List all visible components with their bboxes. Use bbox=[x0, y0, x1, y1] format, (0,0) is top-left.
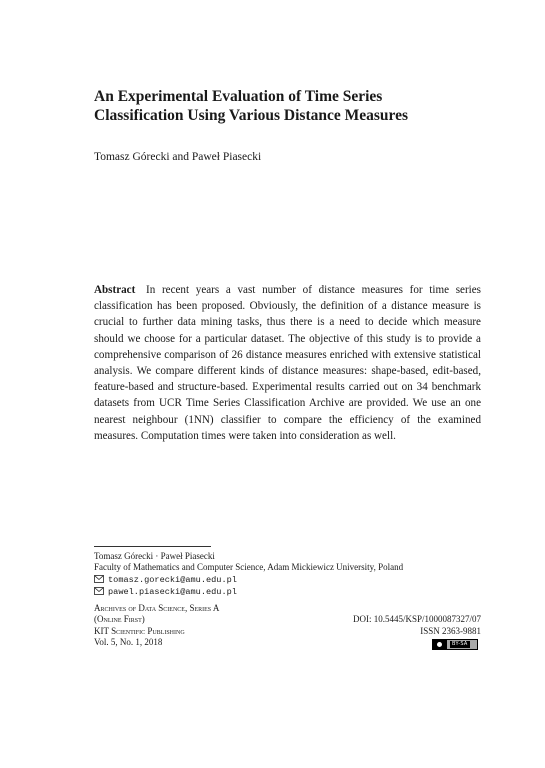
cc-logo-icon bbox=[436, 641, 443, 648]
publication-status: (Online First) bbox=[94, 614, 145, 625]
email-row-1 bbox=[94, 574, 481, 586]
abstract bbox=[94, 282, 481, 444]
author-footnote bbox=[94, 551, 481, 598]
email-link-2[interactable]: pawel.piasecki@amu.edu.pl bbox=[108, 586, 237, 597]
email-link-1[interactable]: tomasz.gorecki@amu.edu.pl bbox=[108, 574, 237, 585]
title-line-1: An Experimental Evaluation of Time Series bbox=[94, 88, 383, 105]
publication-row-3 bbox=[94, 626, 481, 637]
email-row-2 bbox=[94, 586, 481, 598]
publication-info bbox=[94, 603, 481, 648]
envelope-icon bbox=[94, 575, 104, 583]
footnote-affiliation: Faculty of Mathematics and Computer Science, Adam Mickiewicz University, Poland bbox=[94, 562, 404, 573]
cc-logo-block bbox=[433, 640, 447, 649]
author-list: Tomasz Górecki and Paweł Piasecki bbox=[94, 151, 262, 163]
publication-row-1 bbox=[94, 603, 481, 614]
paper-title bbox=[94, 87, 494, 125]
publication-row-4 bbox=[94, 637, 481, 648]
volume-issue: Vol. 5, No. 1, 2018 bbox=[94, 636, 163, 647]
footnote-authors: Tomasz Górecki · Paweł Piasecki bbox=[94, 551, 215, 561]
abstract-text: In recent years a vast number of distance measures for time series classification has been proposed. Obviously, the definition of a distance measure is crucial to further data mining tasks, thus there is a need to decide which measure should we choose for a particular dataset. The objective of this study is to provide a comprehensive comparison of 26 distance measures enriched with extensive statistical analysis. We compare different kinds of distance measures: shape-based, edit-based, feature-based and structure-based. Experimental results carried out on 34 benchmark datasets from UCR Time Series Classification Archive are provided. We use an one nearest neighbour (1NN) classifier to compare the efficiency of the examined measures. Computation times were taken into consideration as well. bbox=[94, 284, 481, 442]
cc-license-badge[interactable] bbox=[432, 639, 478, 650]
abstract-label: Abstract bbox=[94, 284, 136, 296]
journal-name: Archives of Data Science, Series A bbox=[94, 603, 220, 613]
title-line-2: Classification Using Various Distance Measures bbox=[94, 107, 409, 124]
publication-row-2 bbox=[94, 614, 481, 625]
publisher: KIT Scientific Publishing bbox=[94, 625, 185, 636]
issn: ISSN 2363-9881 bbox=[420, 625, 481, 636]
envelope-icon bbox=[94, 587, 104, 595]
doi[interactable]: DOI: 10.5445/KSP/1000087327/07 bbox=[352, 614, 481, 625]
license-label: BY-SA bbox=[452, 641, 468, 647]
footnote-divider bbox=[94, 546, 211, 547]
